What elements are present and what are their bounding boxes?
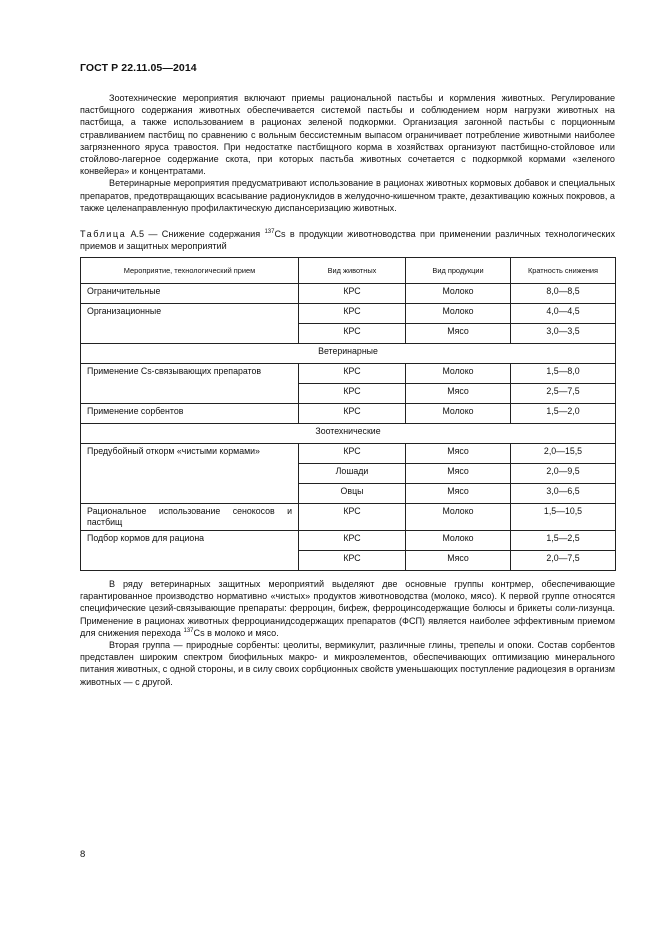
table-cell-product: Мясо xyxy=(406,464,511,484)
paragraph-veterinary: Ветеринарные мероприятия предусматривают использование в рационах животных кормовых добавок и специальных препаратов, предотвращающих всасывание радионуклидов в желудочно-кишечном тракте, дезактивацию кожных покровов, а также целенаправленную профилактическую диспансеризацию животных. xyxy=(80,178,615,213)
paragraph-sorbents: Вторая группа — природные сорбенты: цеолиты, вермикулит, различные глины, трепелы и опоки. Состав сорбентов представлен широким спектром биофильных макро- и микроэлементов, обеспечивающих оптимизацию минерального питания животных, с одной стороны, и в силу своих сорбционных свойств уменьшающих поступление радиоцезия в организм животных — с другой. xyxy=(80,640,616,687)
table-cell-reduction: 3,0—3,5 xyxy=(511,324,616,344)
table-cell-reduction: 1,5—8,0 xyxy=(511,364,616,384)
table-cell-measure: Рациональное использование сенокосов и пастбищ xyxy=(81,504,299,531)
table-cell-product: Молоко xyxy=(406,364,511,384)
caption-text-after: Cs в продукции животноводства при применении различных технологических приемов и защитных мероприятий xyxy=(80,229,616,251)
table-group-row xyxy=(81,344,616,364)
table-cell-product: Молоко xyxy=(406,531,511,551)
table-group-veterinary: Ветеринарные xyxy=(81,344,616,364)
table-cell-animal: Лошади xyxy=(299,464,406,484)
table-cell-animal: КРС xyxy=(299,551,406,571)
page-number: 8 xyxy=(80,849,86,860)
table-row xyxy=(81,304,616,324)
table-cell-reduction: 8,0—8,5 xyxy=(511,284,616,304)
document-header: ГОСТ Р 22.11.05—2014 xyxy=(80,62,197,74)
paragraph-text: Cs в молоко и мясо. xyxy=(193,627,279,638)
paragraph-countermeasures xyxy=(80,578,615,639)
table-cell-measure: Ограничительные xyxy=(81,284,299,304)
table-row xyxy=(81,284,616,304)
paragraph-zootechnical: Зоотехнические мероприятия включают приемы рациональной пастьбы и кормления животных. Регулирование пастбищного содержания животных обеспечивается системой пастьбы и соблюдением норм нагрузки животных на пастбища, а также использованием в рационах зеленой подкормки. Организация загонной пастьбы с порционным стравливанием пастбищ по сравнению с вольным бессистемным выпасом ограничивает потребление животными наиболее загрязненного яруса травостоя. При недостатке пастбищного корма в хозяйствах организуют пастбищно-стойловое или стойлово-лагерное содержание скота, при которых пастьба животных сочетается с подкормкой кормами «зеленого конвейера» и концентратами. xyxy=(80,93,615,177)
table-cell-product: Мясо xyxy=(406,551,511,571)
table-header-cell: Мероприятие, технологический прием xyxy=(81,258,299,284)
paragraph-superscript: 137 xyxy=(183,627,194,634)
table-cell-animal: Овцы xyxy=(299,484,406,504)
table-cell-product: Молоко xyxy=(406,504,511,531)
table-cell-product: Мясо xyxy=(406,384,511,404)
table-cell-animal: КРС xyxy=(299,304,406,324)
table-cell-product: Молоко xyxy=(406,284,511,304)
table-row xyxy=(81,404,616,424)
table-caption xyxy=(80,228,615,252)
table-cell-reduction: 1,5—10,5 xyxy=(511,504,616,531)
table-cell-measure: Применение сорбентов xyxy=(81,404,299,424)
table-cell-measure: Предубойный откорм «чистыми кормами» xyxy=(81,444,299,504)
table-cell-reduction: 2,0—9,5 xyxy=(511,464,616,484)
table-row xyxy=(81,444,616,464)
table-cell-animal: КРС xyxy=(299,504,406,531)
table-cell-measure: Подбор кормов для рациона xyxy=(81,531,299,571)
table-cell-reduction: 1,5—2,5 xyxy=(511,531,616,551)
table-row xyxy=(81,364,616,384)
table-cell-animal: КРС xyxy=(299,284,406,304)
table-cell-reduction: 2,0—7,5 xyxy=(511,551,616,571)
table-cell-product: Мясо xyxy=(406,444,511,464)
table-cell-reduction: 3,0—6,5 xyxy=(511,484,616,504)
table-cell-reduction: 2,5—7,5 xyxy=(511,384,616,404)
table-header-cell: Кратность снижения xyxy=(511,258,616,284)
table-row xyxy=(81,504,616,531)
paragraph-text: В ряду ветеринарных защитных мероприятий выделяют две основные группы контрмер, обеспечивающие гарантированное производство нормативно «чистых» продуктов животноводства (молоко, мясо). К первой группе относятся специфические цезий-связывающие препараты: ферроцин, бифеж, ферроцинсодержащие болюсы и брикеты соли-лизунца. Применение в рационах животных ферроцианидсодержащих препаратов (ФСП) является наиболее эффективным приемом для снижения перехода xyxy=(80,579,615,638)
table-cell-product: Мясо xyxy=(406,484,511,504)
table-header-cell: Вид продукции xyxy=(406,258,511,284)
table-group-zootechnical: Зоотехнические xyxy=(81,424,616,444)
table-group-row xyxy=(81,424,616,444)
caption-superscript: 137 xyxy=(264,228,275,235)
table-cell-product: Мясо xyxy=(406,324,511,344)
table-cell-product: Молоко xyxy=(406,404,511,424)
table-cell-reduction: 4,0—4,5 xyxy=(511,304,616,324)
table-cell-product: Молоко xyxy=(406,304,511,324)
data-table xyxy=(80,257,616,571)
table-header-row xyxy=(81,258,616,284)
caption-text-before: — Снижение содержания xyxy=(144,229,265,239)
table-header-cell: Вид животных xyxy=(299,258,406,284)
table-cell-animal: КРС xyxy=(299,364,406,384)
table-cell-animal: КРС xyxy=(299,531,406,551)
after-text xyxy=(80,578,615,688)
table-cell-animal: КРС xyxy=(299,324,406,344)
table-cell-reduction: 2,0—15,5 xyxy=(511,444,616,464)
table-cell-animal: КРС xyxy=(299,384,406,404)
table-cell-measure: Организационные xyxy=(81,304,299,344)
table-cell-reduction: 1,5—2,0 xyxy=(511,404,616,424)
table-row xyxy=(81,531,616,551)
intro-text xyxy=(80,92,615,214)
table-cell-animal: КРС xyxy=(299,404,406,424)
caption-number: А.5 xyxy=(130,229,145,239)
table-cell-measure: Применение Cs-связывающих препаратов xyxy=(81,364,299,404)
caption-label: Таблица xyxy=(80,229,127,239)
table-cell-animal: КРС xyxy=(299,444,406,464)
